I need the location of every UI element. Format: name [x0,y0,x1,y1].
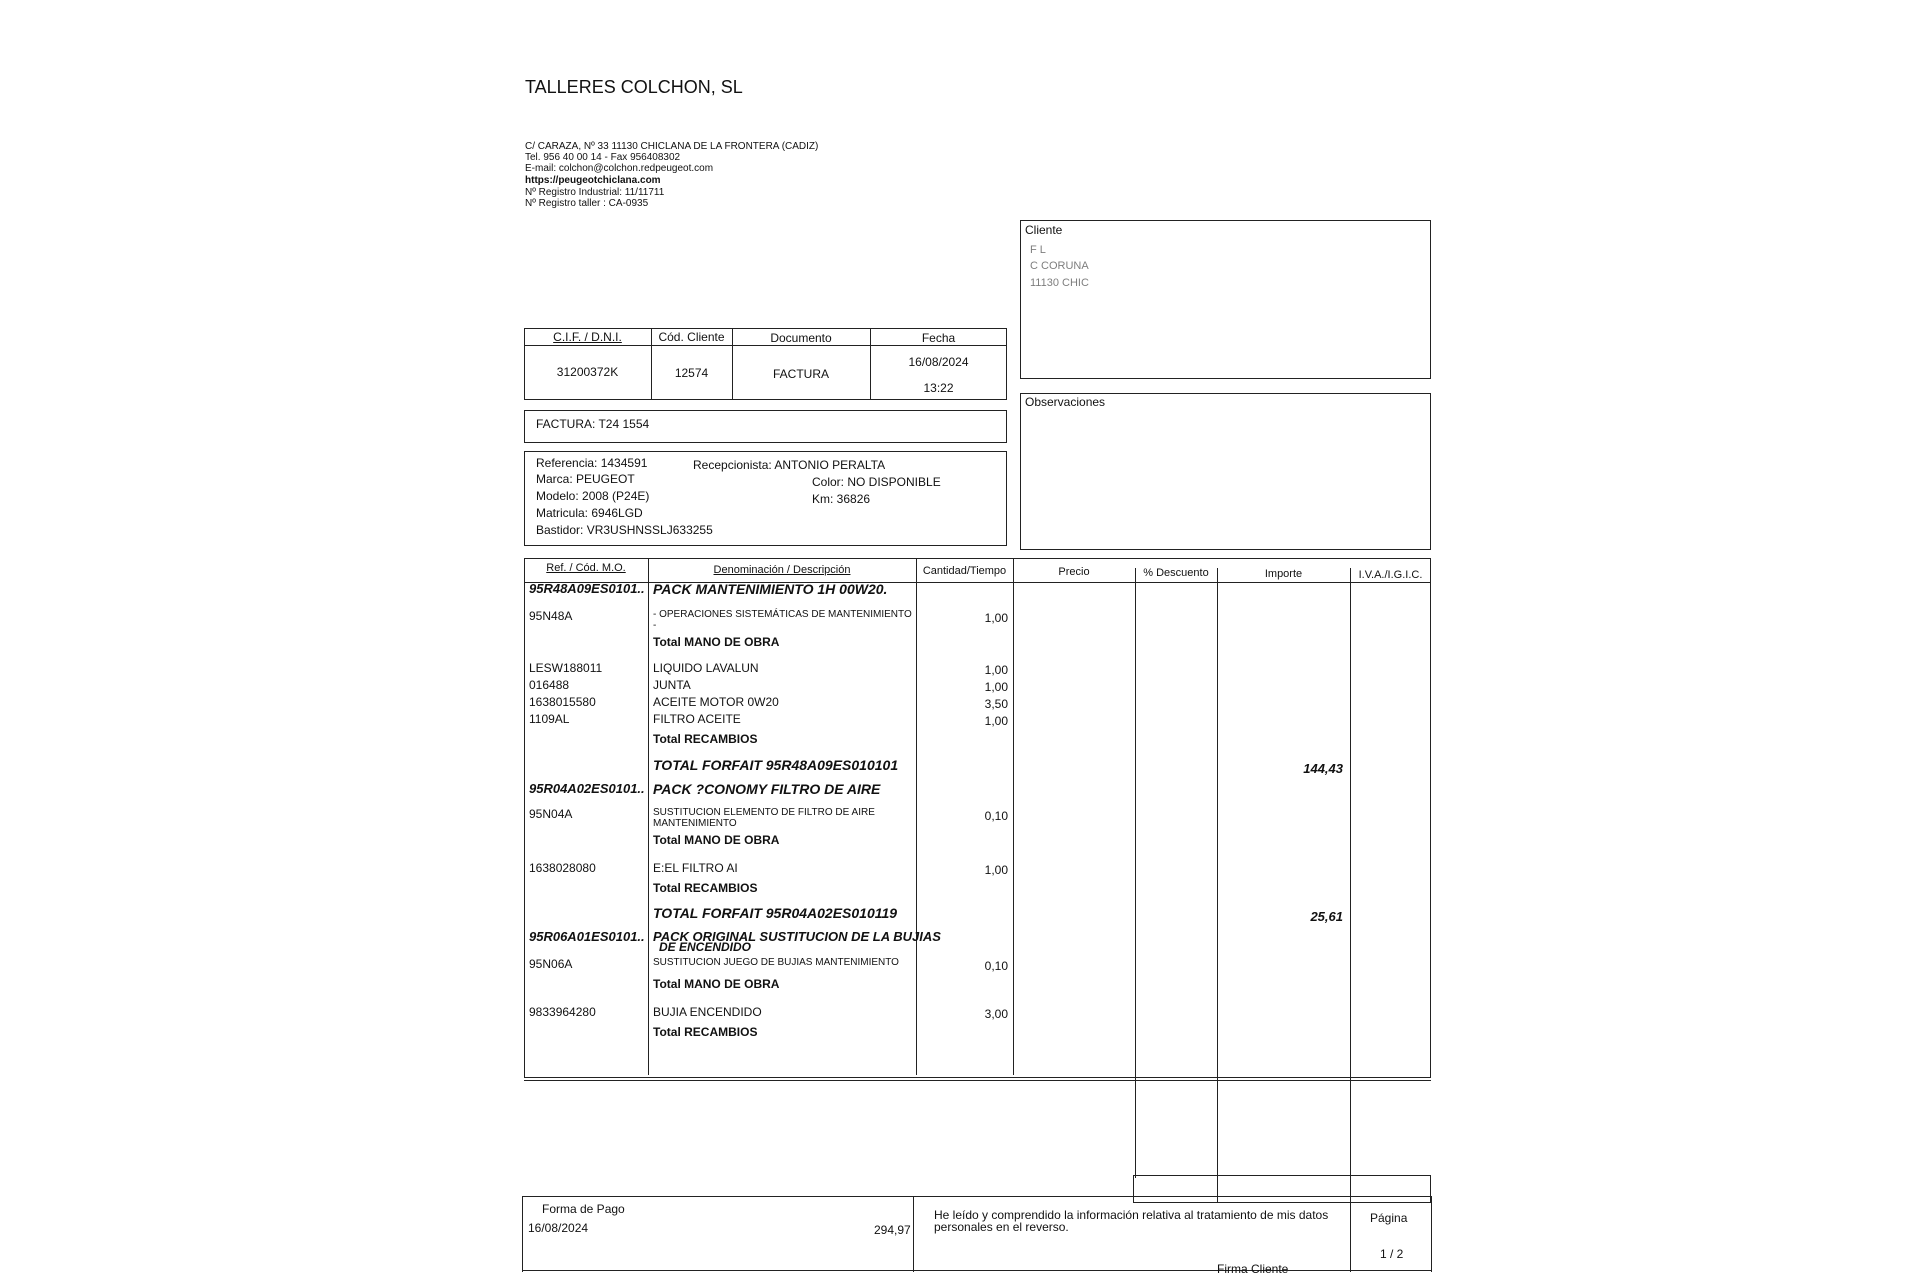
row-description-cont: MANTENIMIENTO [653,818,737,829]
row-quantity: 3,50 [984,697,1008,711]
col-header-ref: Ref. / Cód. M.O. [546,562,626,574]
col-header-desc: Denominación / Descripción [713,564,851,576]
company-name: TALLERES COLCHON, SL [525,77,743,97]
row-ref: 95R04A02ES0101.. [529,781,645,796]
row-ref: 95R06A01ES0101.. [529,929,645,944]
company-email: E-mail: colchon@colchon.redpeugeot.com [525,163,714,174]
company-registro-industrial: Nº Registro Industrial: 11/11711 [525,187,665,198]
document-value: FACTURA [772,367,829,381]
vehicle-km: Km: 36826 [812,492,871,506]
row-quantity: 3,00 [984,1007,1008,1021]
row-quantity: 1,00 [984,611,1008,625]
company-website: https://peugeotchiclana.com [525,175,661,186]
row-amount: 25,61 [1310,909,1343,924]
row-description: Total RECAMBIOS [653,1025,758,1039]
row-description-cont: - [653,620,657,631]
row-description: TOTAL FORFAIT 95R04A02ES010119 [653,905,898,921]
payment-date: 16/08/2024 [528,1221,589,1235]
row-ref: 1109AL [529,712,570,726]
row-description: FILTRO ACEITE [653,712,741,726]
row-quantity: 1,00 [984,680,1008,694]
col-header-discount: % Descuento [1143,567,1209,579]
col-header-amount: Importe [1264,568,1303,580]
privacy-notice-line2: personales en el reverso. [934,1220,1069,1234]
row-description: TOTAL FORFAIT 95R48A09ES010101 [653,757,899,773]
vehicle-modelo: Modelo: 2008 (P24E) [536,489,650,503]
row-quantity: 1,00 [984,663,1008,677]
totals-boxes [1133,1175,1431,1203]
row-ref: 95R48A09ES0101.. [529,581,645,596]
page-number: 1 / 2 [1380,1247,1404,1261]
row-description: Total MANO DE OBRA [653,635,780,649]
vehicle-bastidor: Bastidor: VR3USHNSSLJ633255 [536,523,713,537]
row-description: Total MANO DE OBRA [653,977,780,991]
company-phone: Tel. 956 40 00 14 - Fax 956408302 [525,152,681,163]
row-description: ACEITE MOTOR 0W20 [653,695,779,709]
row-ref: 95N48A [529,609,573,623]
row-ref: 1638028080 [529,861,596,875]
time-value: 13:22 [923,381,954,395]
client-name-redacted: F L [1030,244,1046,256]
date-value: 16/08/2024 [908,355,969,369]
client-label: Cliente [1025,223,1063,237]
col-header-price: Precio [1058,566,1090,578]
document-label: Documento [770,331,832,345]
row-description: PACK ?CONOMY FILTRO DE AIRE [653,781,881,797]
privacy-notice-line1: He leído y comprendido la información relativa al tratamiento de mis datos [934,1208,1329,1222]
company-address: C/ CARAZA, Nº 33 11130 CHICLANA DE LA FRONTERA (CADIZ) [525,141,819,152]
client-city-redacted: 11130 CHIC [1030,277,1089,289]
row-ref: 95N06A [529,957,573,971]
observations-box [1020,393,1431,550]
signature-label: Firma Cliente [1217,1262,1289,1276]
row-description: Total MANO DE OBRA [653,833,780,847]
row-quantity: 0,10 [984,959,1008,973]
row-ref: 9833964280 [529,1005,596,1019]
row-ref: LESW188011 [529,661,603,675]
row-description: PACK ORIGINAL SUSTITUCION DE LA BUJIAS [653,929,941,944]
row-description: E:EL FILTRO AI [653,861,738,875]
row-description: LIQUIDO LAVALUN [653,661,759,675]
row-quantity: 0,10 [984,809,1008,823]
client-address-redacted: C CORUNA [1030,260,1089,272]
row-description: Total RECAMBIOS [653,732,758,746]
vehicle-referencia: Referencia: 1434591 [536,456,648,470]
row-ref: 016488 [529,678,570,692]
row-description: - OPERACIONES SISTEMÁTICAS DE MANTENIMIENTO [653,609,912,620]
page-label: Página [1370,1211,1408,1225]
row-description-cont: DE ENCENDIDO [659,940,752,954]
client-box [1020,220,1431,379]
payment-label: Forma de Pago [542,1202,625,1216]
cif-label: C.I.F. / D.N.I. [553,330,622,344]
client-code-value: 12574 [674,366,709,380]
payment-amount: 294,97 [874,1223,911,1237]
cif-value: 31200372K [556,365,619,379]
row-ref: 95N04A [529,807,573,821]
invoice-number: FACTURA: T24 1554 [536,417,650,431]
row-description: Total RECAMBIOS [653,881,758,895]
company-registro-taller: Nº Registro taller : CA-0935 [525,198,649,209]
row-description: SUSTITUCION ELEMENTO DE FILTRO DE AIRE [653,807,875,818]
row-quantity: 1,00 [984,863,1008,877]
observations-label: Observaciones [1025,395,1106,409]
row-description: BUJIA ENCENDIDO [653,1005,762,1019]
col-header-qty: Cantidad/Tiempo [922,565,1007,577]
vehicle-color: Color: NO DISPONIBLE [812,475,941,489]
vehicle-recepcionista: Recepcionista: ANTONIO PERALTA [693,458,886,472]
row-quantity: 1,00 [984,714,1008,728]
vehicle-marca: Marca: PEUGEOT [536,472,635,486]
row-amount: 144,43 [1303,761,1343,776]
row-description: JUNTA [653,678,691,692]
vehicle-matricula: Matricula: 6946LGD [536,506,643,520]
client-code-label: Cód. Cliente [658,330,725,344]
row-description: PACK MANTENIMIENTO 1H 00W20. [653,581,888,597]
row-ref: 1638015580 [529,695,596,709]
row-description: SUSTITUCION JUEGO DE BUJIAS MANTENIMIENTO [653,957,899,968]
date-label: Fecha [921,331,956,345]
col-header-vat: I.V.A./I.G.I.C. [1358,569,1423,581]
